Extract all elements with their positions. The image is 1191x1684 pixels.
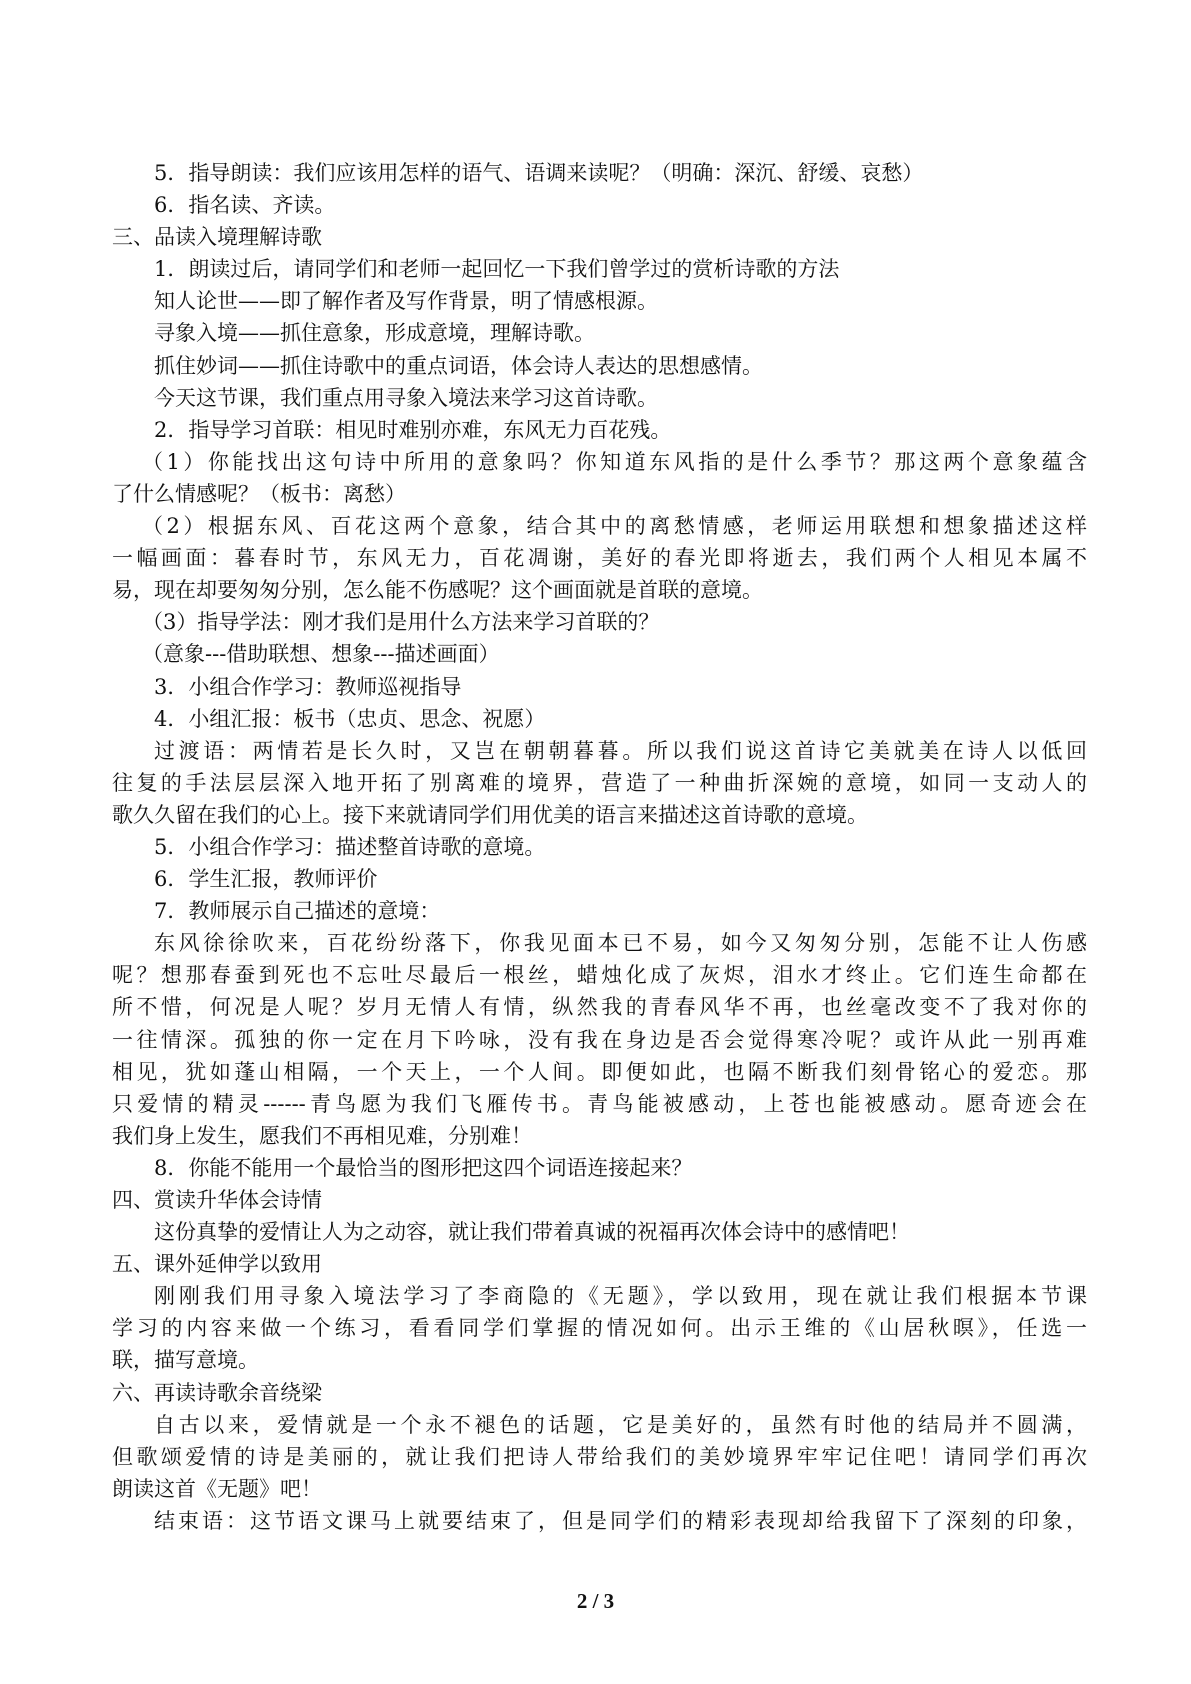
text-line: 过渡语：两情若是长久时，又岂在朝朝暮暮。所以我们说这首诗它美就美在诗人以低回 xyxy=(154,738,1087,763)
text-line: 4．小组汇报：板书（忠贞、思念、祝愿） xyxy=(154,706,546,731)
text-line: 1．朗读过后，请同学们和老师一起回忆一下我们曾学过的赏析诗歌的方法 xyxy=(154,257,840,282)
text-line: 刚刚我们用寻象入境法学习了李商隐的《无题》，学以致用，现在就让我们根据本节课 xyxy=(154,1284,1087,1309)
text-line: 歌久久留在我们的心上。接下来就请同学们用优美的语言来描述这首诗歌的意境。 xyxy=(112,802,868,827)
text-line: 结束语：这节语文课马上就要结束了，但是同学们的精彩表现却给我留下了深刻的印象， xyxy=(154,1508,1087,1533)
text-line: 但歌颂爱情的诗是美丽的，就让我们把诗人带给我们的美妙境界牢牢记住吧！请同学们再次 xyxy=(112,1444,1087,1469)
text-line: 这份真挚的爱情让人为之动容，就让我们带着真诚的祝福再次体会诗中的感情吧！ xyxy=(154,1220,910,1245)
text-line: 我们身上发生，愿我们不再相见难，分别难！ xyxy=(112,1123,532,1148)
text-line: 知人论世——即了解作者及写作背景，明了情感根源。 xyxy=(154,289,658,314)
text-line: 朗读这首《无题》吧！ xyxy=(112,1476,322,1501)
text-line: 5．小组合作学习：描述整首诗歌的意境。 xyxy=(154,834,546,859)
text-line: 2．指导学习首联：相见时难别亦难，东风无力百花残。 xyxy=(154,417,672,442)
text-line: 所不惜，何况是人呢？岁月无情人有情，纵然我的青春风华不再，也丝毫改变不了我对你的 xyxy=(112,995,1087,1020)
text-line: 7．教师展示自己描述的意境： xyxy=(154,899,441,924)
text-line: 今天这节课，我们重点用寻象入境法来学习这首诗歌。 xyxy=(154,385,658,410)
text-line: 只爱情的精灵------青鸟愿为我们飞雁传书。青鸟能被感动，上苍也能被感动。愿奇迹会在 xyxy=(112,1091,1087,1116)
text-line: 一往情深。孤独的你一定在月下吟咏，没有我在身边是否会觉得寒冷呢？或许从此一别再难 xyxy=(112,1027,1087,1052)
text-line: （意象---借助联想、想象---描述画面） xyxy=(142,642,500,667)
text-line: 5．指导朗读：我们应该用怎样的语气、语调来读呢？（明确：深沉、舒缓、哀愁） xyxy=(154,161,924,185)
text-line: 易，现在却要匆匆分别，怎么能不伤感呢？这个画面就是首联的意境。 xyxy=(112,578,763,603)
text-line: 相见，犹如蓬山相隔，一个天上，一个人间。即便如此，也隔不断我们刻骨铭心的爱恋。那 xyxy=(112,1059,1087,1084)
section-heading: 六、再读诗歌余音绕梁 xyxy=(112,1380,322,1405)
text-line: 一幅画面：暮春时节，东风无力，百花凋谢，美好的春光即将逝去，我们两个人相见本属不 xyxy=(112,546,1087,571)
text-line: 3．小组合作学习：教师巡视指导 xyxy=(154,674,462,699)
text-line: 6．学生汇报，教师评价 xyxy=(154,867,378,892)
text-line: 呢？想那春蚕到死也不忘吐尽最后一根丝，蜡烛化成了灰烬，泪水才终止。它们连生命都在 xyxy=(112,963,1087,988)
text-line: 了什么情感呢？（板书：离愁） xyxy=(112,481,406,506)
page-number: 2 / 3 xyxy=(576,1589,615,1613)
body-text xyxy=(112,157,1087,1537)
text-line: （2）根据东风、百花这两个意象，结合其中的离愁情感，老师运用联想和想象描述这样 xyxy=(142,514,1087,539)
text-line: （3）指导学法：刚才我们是用什么方法来学习首联的？ xyxy=(142,610,660,635)
text-line: 联，描写意境。 xyxy=(112,1348,259,1373)
text-line: （1）你能找出这句诗中所用的意象吗？你知道东风指的是什么季节？那这两个意象蕴含 xyxy=(142,449,1087,474)
text-line: 寻象入境——抓住意象，形成意境，理解诗歌。 xyxy=(154,321,595,346)
text-line: 6．指名读、齐读。 xyxy=(154,193,336,218)
section-heading: 三、品读入境理解诗歌 xyxy=(112,225,322,250)
text-line: 学习的内容来做一个练习，看看同学们掌握的情况如何。出示王维的《山居秋暝》，任选一 xyxy=(112,1316,1087,1341)
text-line: 8．你能不能用一个最恰当的图形把这四个词语连接起来？ xyxy=(154,1155,693,1180)
section-heading: 五、课外延伸学以致用 xyxy=(112,1252,322,1277)
section-heading: 四、赏读升华体会诗情 xyxy=(112,1188,322,1212)
text-line: 抓住妙词——抓住诗歌中的重点词语，体会诗人表达的思想感情。 xyxy=(154,353,763,378)
text-line: 往复的手法层层深入地开拓了别离难的境界，营造了一种曲折深婉的意境，如同一支动人的 xyxy=(112,770,1087,795)
text-line: 东风徐徐吹来，百花纷纷落下，你我见面本已不易，如今又匆匆分别，怎能不让人伤感 xyxy=(154,931,1087,956)
text-line: 自古以来，爱情就是一个永不褪色的话题，它是美好的，虽然有时他的结局并不圆满， xyxy=(154,1412,1087,1437)
